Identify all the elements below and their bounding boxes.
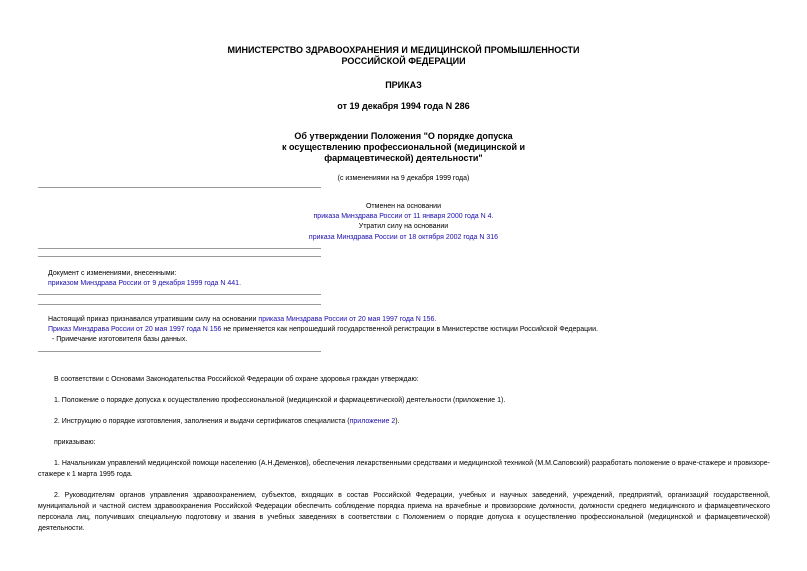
lost-force-order-link[interactable]: приказа Минздрава России от 18 октября 2002 года N 316	[308, 234, 499, 241]
changes-label: Документ с изменениями, внесенными:	[48, 270, 177, 277]
divider	[38, 351, 321, 352]
order-word: приказываю:	[54, 439, 96, 446]
ministry-line-2: РОССИЙСКОЙ ФЕДЕРАЦИИ	[341, 56, 466, 66]
order-1: 1. Начальникам управлений медицинской помощи населению (А.Н.Деменков), обеспечения лекарственными средствами и медицинской техникой (М.М.Саповский) разработать положение о враче-стажере и провизоре-стажере к 1 марта 1995 года.	[38, 460, 770, 478]
doc-date: от 19 декабря 1994 года N 286	[337, 101, 470, 111]
cancelled-row	[0, 212, 807, 221]
item-2-suffix: ).	[395, 418, 400, 425]
ministry-line-1: МИНИСТЕРСТВО ЗДРАВООХРАНЕНИЯ И МЕДИЦИНСКОЙ ПРОМЫШЛЕННОСТИ	[227, 45, 580, 55]
amendments-note: (с изменениями на 9 декабря 1999 года)	[337, 175, 470, 182]
item-2-prefix: 2. Инструкцию о порядке изготовления, заполнения и выдачи сертификатов специалиста (	[54, 418, 350, 425]
editor-note-line-1	[48, 315, 768, 324]
intro-paragraph: В соответствии с Основами Законодательства Российской Федерации об охране здоровья граждан утверждаю:	[54, 376, 419, 383]
editor-note-suffix: не применяется как непрошедший государственной регистрации в Министерстве юстиции Российской Федерации.	[221, 326, 598, 333]
item-1: 1. Положение о порядке допуска к осуществлению профессиональной (медицинской и фармацевтической) деятельности (приложение 1).	[54, 397, 506, 404]
cancelled-label: Отменен на основании	[365, 203, 441, 210]
divider	[38, 187, 321, 188]
lost-force-row	[0, 233, 807, 242]
editor-note-link-2[interactable]: Приказ Минздрава России от 20 мая 1997 года N 156	[48, 326, 222, 333]
cancelled-order-link[interactable]: приказа Минздрава России от 11 января 2000 года N 4.	[313, 213, 494, 220]
editor-note-link-1[interactable]: приказа Минздрава России от 20 мая 1997 года N 156.	[258, 316, 437, 323]
divider	[38, 256, 321, 257]
doc-title-line-2: к осуществлению профессиональной (медицинской и	[281, 142, 526, 152]
changes-order-link[interactable]: приказом Минздрава России от 9 декабря 1999 года N 441.	[48, 280, 242, 287]
item-2	[38, 416, 770, 427]
doc-title-line-1: Об утверждении Положения "О порядке допуска	[294, 131, 513, 141]
changes-row	[48, 279, 241, 288]
editor-note-line-3: - Примечание изготовителя базы данных.	[52, 336, 188, 343]
divider	[38, 304, 321, 305]
divider	[38, 294, 321, 295]
lost-force-label: Утратил силу на основании	[358, 223, 449, 230]
appendix-2-link[interactable]: приложение 2	[349, 418, 396, 425]
order-2: 2. Руководителям органов управления здравоохранением, субъектов, входящих в состав Российской Федерации, учебных и научных заведений, учреждений, предприятий, организаций государственной, муниципальной и частной систем здравоохранения Российской Федерации обеспечить соблюдение порядка приема на врачебные и провизорские должности, должности среднего медицинского и фармацевтического персонала лиц, получивших специальную подготовку и звания в учебных заведениях в соответствии с Положением о порядке допуска к осуществлению профессиональной (медицинской и фармацевтической) деятельности.	[38, 492, 770, 532]
editor-note-line-2	[48, 325, 788, 334]
doc-title-line-3: фармацевтической) деятельности"	[324, 153, 483, 163]
doc-type: ПРИКАЗ	[385, 80, 422, 90]
editor-note-prefix: Настоящий приказ признавался утратившим силу на основании	[48, 316, 259, 323]
divider	[38, 248, 321, 249]
